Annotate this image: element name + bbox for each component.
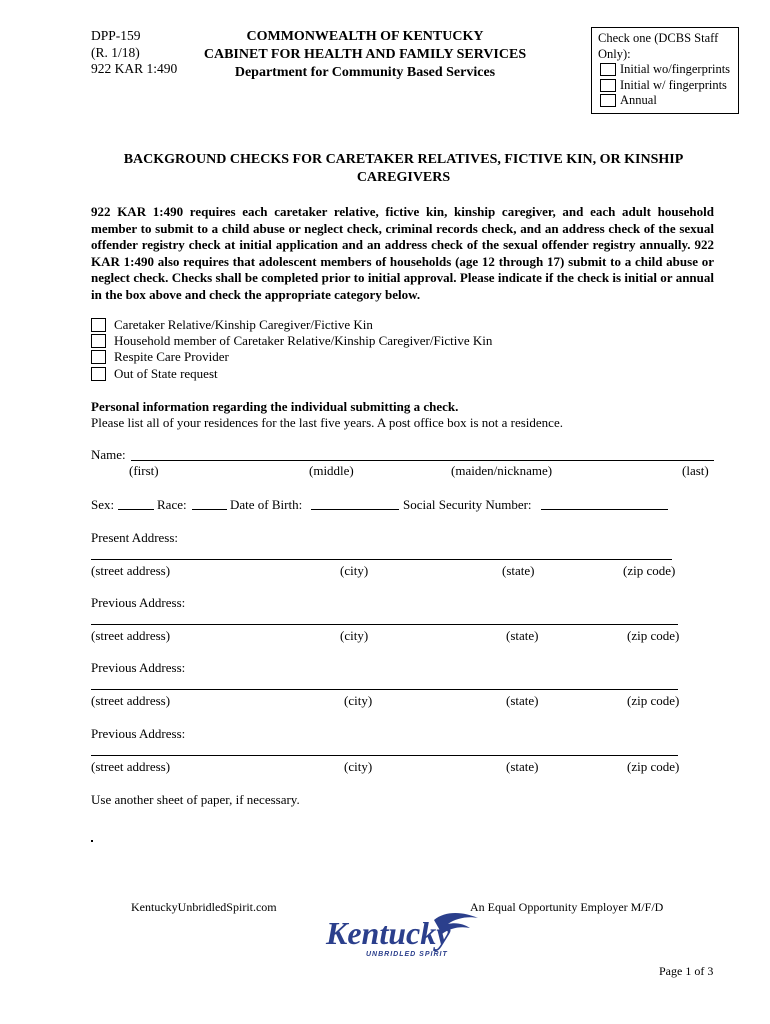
staff-option-initial-w[interactable] bbox=[598, 78, 732, 94]
category-label: Caretaker Relative/Kinship Caregiver/Fictive Kin bbox=[114, 317, 373, 333]
kentucky-logo-graphic bbox=[322, 910, 482, 962]
ssn-label: Social Security Number: bbox=[403, 497, 532, 512]
regulation-ref: 922 KAR 1:490 bbox=[91, 61, 178, 76]
checkbox[interactable] bbox=[91, 367, 106, 381]
checkbox[interactable] bbox=[600, 63, 616, 76]
address-label: Previous Address: bbox=[91, 660, 186, 675]
zip-caption: (zip code) bbox=[627, 759, 680, 774]
address-input-line[interactable] bbox=[91, 755, 678, 756]
zip-caption: (zip code) bbox=[623, 563, 676, 578]
name-maiden-caption: (maiden/nickname) bbox=[451, 463, 553, 478]
page-number: Page 1 of 3 bbox=[659, 964, 714, 978]
personal-info-instruction: Please list all of your residences for the last five years. A post office box is not a residence. bbox=[91, 415, 563, 430]
logo-tagline: UNBRIDLED SPIRIT bbox=[366, 951, 448, 958]
kentucky-logo bbox=[322, 910, 482, 967]
staff-option-label: Initial w/ fingerprints bbox=[620, 77, 727, 92]
staff-option-annual[interactable] bbox=[598, 93, 732, 109]
category-item[interactable] bbox=[91, 366, 492, 382]
intro-paragraph: 922 KAR 1:490 requires each caretaker relative, fictive kin, kinship caregiver, and each adult household member to submit to a child abuse or neglect check, criminal records check, and an address check of the sexual offender registry check at initial application and an address check of the sexual offender registry annually. 922 KAR 1:490 also requires that adolescent members of households (age 12 through 17) submit to a child abuse or neglect check. Checks shall be completed prior to initial approval. Please indicate if the check is initial or annual in the box above and check the appropriate category below. bbox=[91, 204, 714, 302]
checkbox[interactable] bbox=[91, 318, 106, 332]
address-label: Previous Address: bbox=[91, 726, 186, 741]
category-label: Out of State request bbox=[114, 365, 218, 381]
ssn-input-line[interactable] bbox=[541, 509, 668, 510]
agency-header bbox=[195, 28, 535, 82]
category-item[interactable] bbox=[91, 349, 492, 365]
staff-check-box bbox=[591, 27, 739, 114]
address-input-line[interactable] bbox=[91, 559, 672, 560]
checkbox[interactable] bbox=[91, 350, 106, 364]
form-title-line-1: BACKGROUND CHECKS FOR CARETAKER RELATIVES, FICTIVE KIN, OR KINSHIP bbox=[123, 152, 684, 167]
staff-option-label: Annual bbox=[620, 93, 657, 107]
dob-input-line[interactable] bbox=[311, 509, 399, 510]
city-caption: (city) bbox=[344, 759, 373, 774]
footer-website: KentuckyUnbridledSpirit.com bbox=[131, 900, 277, 914]
zip-caption: (zip code) bbox=[627, 628, 680, 643]
name-last-caption: (last) bbox=[682, 463, 709, 478]
category-item[interactable] bbox=[91, 333, 492, 349]
form-title bbox=[91, 151, 716, 187]
dob-label: Date of Birth: bbox=[230, 497, 303, 512]
zip-caption: (zip code) bbox=[627, 693, 680, 708]
staff-option-label: Initial wo/fingerprints bbox=[620, 62, 731, 76]
name-middle-caption: (middle) bbox=[309, 463, 354, 478]
personal-info-heading: Personal information regarding the individual submitting a check. bbox=[91, 399, 459, 414]
address-input-line[interactable] bbox=[91, 689, 678, 690]
form-id: DPP-159 bbox=[91, 28, 141, 43]
footer-equal-opportunity: An Equal Opportunity Employer M/F/D bbox=[470, 900, 664, 914]
agency-line-2: CABINET FOR HEALTH AND FAMILY SERVICES bbox=[203, 47, 527, 62]
category-label: Respite Care Provider bbox=[114, 349, 229, 365]
form-revision: (R. 1/18) bbox=[91, 44, 140, 60]
staff-option-initial-wo[interactable] bbox=[598, 62, 732, 78]
street-caption: (street address) bbox=[91, 563, 171, 578]
state-caption: (state) bbox=[502, 563, 535, 578]
race-input-line[interactable] bbox=[192, 509, 227, 510]
address-input-line[interactable] bbox=[91, 624, 678, 625]
category-label: Household member of Caretaker Relative/Kinship Caregiver/Fictive Kin bbox=[114, 333, 493, 349]
agency-line-3: Department for Community Based Services bbox=[234, 65, 496, 80]
street-caption: (street address) bbox=[91, 693, 171, 708]
category-list bbox=[91, 317, 492, 382]
name-input-line[interactable] bbox=[131, 460, 714, 461]
street-caption: (street address) bbox=[91, 759, 171, 774]
stray-dot bbox=[91, 840, 93, 842]
city-caption: (city) bbox=[340, 628, 369, 643]
checkbox[interactable] bbox=[600, 79, 616, 92]
address-label: Present Address: bbox=[91, 530, 179, 545]
logo-wordmark: Kentucky bbox=[326, 915, 451, 951]
state-caption: (state) bbox=[506, 628, 539, 643]
sex-label: Sex: bbox=[91, 497, 115, 512]
street-caption: (street address) bbox=[91, 628, 171, 643]
name-label: Name: bbox=[91, 447, 126, 462]
form-title-line-2: CAREGIVERS bbox=[356, 170, 451, 185]
name-first-caption: (first) bbox=[129, 463, 159, 478]
additional-sheet-note: Use another sheet of paper, if necessary. bbox=[91, 792, 300, 807]
checkbox[interactable] bbox=[91, 334, 106, 348]
staff-box-title-1: Check one (DCBS Staff bbox=[598, 31, 719, 45]
state-caption: (state) bbox=[506, 693, 539, 708]
agency-line-1: COMMONWEALTH OF KENTUCKY bbox=[246, 29, 484, 44]
sex-input-line[interactable] bbox=[118, 509, 154, 510]
staff-box-title-2: Only): bbox=[598, 46, 631, 61]
address-label: Previous Address: bbox=[91, 595, 186, 610]
state-caption: (state) bbox=[506, 759, 539, 774]
form-identifier-block bbox=[91, 28, 177, 78]
city-caption: (city) bbox=[344, 693, 373, 708]
checkbox[interactable] bbox=[600, 94, 616, 107]
category-item[interactable] bbox=[91, 317, 492, 333]
race-label: Race: bbox=[157, 497, 187, 512]
city-caption: (city) bbox=[340, 563, 369, 578]
